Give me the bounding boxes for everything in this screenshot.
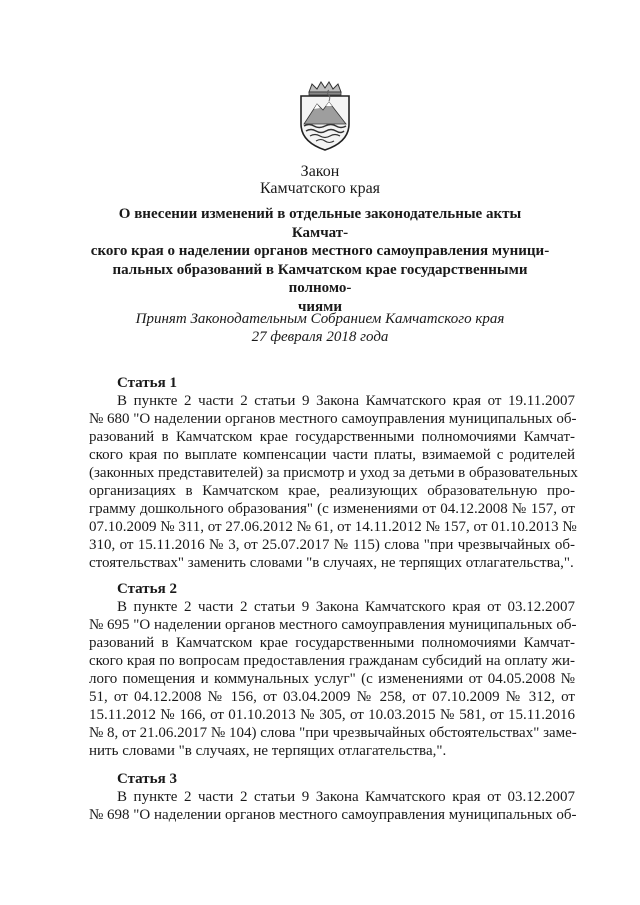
adoption-date: 27 февраля 2018 года: [251, 329, 389, 345]
article-2-heading: Статья 2: [117, 581, 177, 597]
article-2-line: В пункте 2 части 2 статьи 9 Закона Камчатского края от 03.12.2007: [117, 599, 575, 615]
law-title-line: ского края о наделении органов местного самоуправления муници-: [90, 243, 550, 259]
article-1-line: № 680 "О наделении органов местного самоуправления муниципальных об-: [89, 411, 577, 427]
article-2-line: № 8, от 21.06.2017 № 104) слова "при чрезвычайных обстоятельствах" заме-: [89, 725, 577, 741]
article-1-line: (законных представителей) за присмотр и уход за детьми в образовательных: [89, 465, 578, 481]
article-3-heading: Статья 3: [117, 771, 177, 787]
law-title-line: О внесении изменений в отдельные законодательные акты Камчат-: [118, 206, 522, 241]
article-1-line: ского края по выплате компенсации части платы, взимаемой с родителей: [89, 447, 575, 463]
article-3-line: № 698 "О наделении органов местного самоуправления муниципальных об-: [89, 807, 577, 823]
article-1-line: 07.10.2009 № 311, от 27.06.2012 № 61, от 14.11.2012 № 157, от 01.10.2013 №: [89, 519, 577, 535]
article-1-line: 310, от 15.11.2016 № 3, от 25.07.2017 № 115) слова "при чрезвычайных об-: [89, 537, 575, 553]
article-2-line: лого помещения и коммунальных услуг" (с изменениями от 04.05.2008 №: [89, 671, 575, 687]
article-3-line: В пункте 2 части 2 статьи 9 Закона Камчатского края от 03.12.2007: [117, 789, 575, 805]
article-2-line: 15.11.2012 № 166, от 01.10.2013 № 305, от 10.03.2015 № 581, от 15.11.2016: [89, 707, 575, 723]
law-title: [90, 205, 550, 316]
law-heading: Закон: [300, 163, 340, 180]
article-2-line: нить словами "в случаях, не терпящих отлагательства,".: [89, 743, 447, 759]
article-2-line: ского края по вопросам предоставления гражданам субсидий на оплату жи-: [89, 653, 575, 669]
law-title-line: чиями: [297, 298, 343, 315]
law-title-line: пальных образований в Камчатском крае государственными полномо-: [112, 261, 528, 296]
article-1-line: организациях в Камчатском крае, реализующих образовательную про-: [89, 483, 575, 499]
kamchatka-coat-of-arms-icon: [295, 80, 355, 152]
article-1-line: разований в Камчатском крае государственными полномочиями Камчат-: [89, 429, 575, 445]
article-1-line: В пункте 2 части 2 статьи 9 Закона Камчатского края от 19.11.2007: [117, 393, 575, 409]
article-2-line: 51, от 04.12.2008 № 156, от 03.04.2009 № 258, от 07.10.2009 № 312, от: [89, 689, 575, 705]
article-1-line: стоятельствах" заменить словами "в случаях, не терпящих отлагательства,".: [89, 555, 574, 571]
article-1-heading: Статья 1: [117, 375, 177, 391]
law-region: Камчатского края: [259, 180, 381, 197]
article-1-line: грамму дошкольного образования" (с изменениями от 04.12.2008 № 157, от: [89, 501, 575, 517]
adoption-note: Принят Законодательным Собранием Камчатского края: [135, 311, 505, 327]
article-2-line: разований в Камчатском крае государственными полномочиями Камчат-: [89, 635, 575, 651]
article-2-line: № 695 "О наделении органов местного самоуправления муниципальных об-: [89, 617, 577, 633]
